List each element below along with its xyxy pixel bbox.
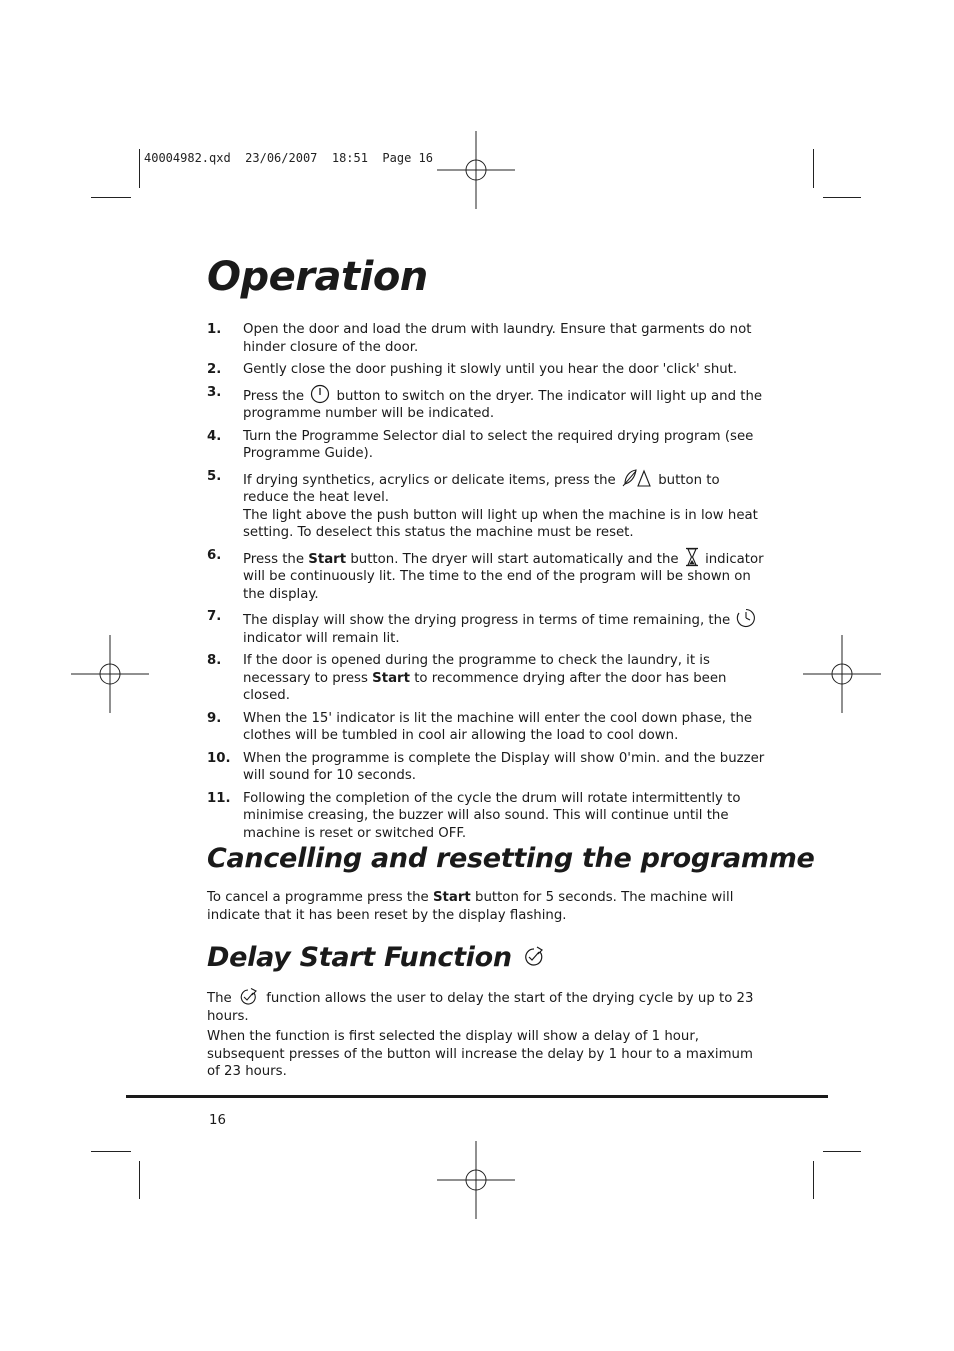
step-number: 11. — [207, 790, 231, 806]
list-item — [207, 361, 767, 379]
crop-mark — [139, 149, 140, 188]
list-item — [207, 608, 767, 647]
delay-heading — [207, 942, 547, 973]
start-label: Start — [308, 551, 347, 567]
registration-mark-icon — [437, 131, 515, 209]
footer-rule — [126, 1095, 828, 1098]
step-text: Press the — [243, 388, 305, 404]
delay-start-icon — [238, 988, 260, 1006]
list-item — [207, 710, 767, 745]
delay-start-icon — [523, 946, 545, 968]
step-text: Turn the Programme Selector dial to select the required drying program (see Programme Guide). — [243, 428, 754, 461]
delay-text: function allows the user to delay the start of the drying cycle by up to 23 hours. — [207, 991, 754, 1024]
delay-heading-text: Delay Start Function — [207, 942, 512, 973]
operation-steps — [207, 321, 767, 847]
registration-mark-icon — [437, 1141, 515, 1219]
step-text: Press the — [243, 551, 305, 567]
step-text: The light above the push button will light up when the machine is in low heat setting. To deselect this status the machine must be reset. — [243, 507, 758, 540]
cancel-text: button for 5 seconds. The machine will indicate that it has been reset by the display flashing. — [207, 890, 734, 923]
step-number: 8. — [207, 653, 222, 668]
crop-mark — [91, 197, 131, 198]
cancel-paragraph — [207, 889, 767, 924]
list-item — [207, 468, 767, 542]
step-number: 1. — [207, 322, 222, 337]
step-number: 2. — [207, 362, 222, 377]
step-number: 7. — [207, 609, 222, 624]
step-text: Open the door and load the drum with laundry. Ensure that garments do not hinder closure of the door. — [243, 322, 752, 355]
registration-mark-icon — [803, 635, 881, 713]
list-item — [207, 750, 767, 785]
low-heat-icon — [622, 468, 652, 488]
crop-mark — [91, 1151, 131, 1152]
step-text: button to switch on the dryer. The indicator will light up and the programme number will be indicated. — [243, 388, 763, 421]
file-slug: 40004982.qxd 23/06/2007 18:51 Page 16 — [144, 151, 433, 165]
crop-mark — [813, 1161, 814, 1199]
step-text: button. The dryer will start automatically and the — [350, 551, 679, 567]
step-text: When the programme is complete the Display will show 0'min. and the buzzer will sound for 10 seconds. — [243, 750, 765, 783]
hourglass-icon — [685, 547, 699, 567]
list-item — [207, 790, 767, 843]
step-text: The display will show the drying progress in terms of time remaining, the — [243, 613, 731, 628]
crop-mark — [823, 1151, 861, 1152]
step-number: 6. — [207, 547, 222, 563]
list-item — [207, 384, 767, 423]
delay-text: The — [207, 991, 232, 1006]
step-number: 4. — [207, 428, 222, 444]
registration-mark-icon — [71, 635, 149, 713]
delay-paragraph-2: When the function is first selected the display will show a delay of 1 hour, subsequent presses of the button will increase the delay by 1 hour to a maximum of 23 hours. — [207, 1029, 753, 1079]
cancel-heading: Cancelling and resetting the programme — [207, 843, 815, 874]
delay-paragraph-1 — [207, 988, 767, 1025]
step-text: When the 15' indicator is lit the machine will enter the cool down phase, the clothes will be tumbled in cool air allowing the load to cool down. — [243, 710, 753, 743]
crop-mark — [823, 197, 861, 198]
list-item — [207, 321, 767, 356]
clock-icon — [736, 608, 756, 628]
step-text: Gently close the door pushing it slowly until you hear the door 'click' shut. — [243, 362, 738, 377]
page-title: Operation — [207, 254, 428, 300]
step-number: 10. — [207, 750, 231, 766]
step-number: 5. — [207, 468, 222, 484]
step-text: Following the completion of the cycle the drum will rotate intermittently to minimise creasing, the buzzer will also sound. This will continue until the machine is reset or switched OFF. — [243, 790, 741, 841]
page-number: 16 — [209, 1113, 226, 1128]
step-number: 9. — [207, 710, 222, 726]
list-item — [207, 428, 767, 463]
step-text: indicator will remain lit. — [243, 630, 400, 646]
start-label: Start — [372, 670, 410, 686]
step-text: If the door is opened during the programme to check the laundry, it is necessary to press — [243, 653, 710, 686]
start-label: Start — [432, 890, 471, 905]
step-text: If drying synthetics, acrylics or delicate items, press the — [243, 472, 616, 488]
step-text: to recommence drying after the door has been closed. — [243, 670, 727, 703]
cancel-text: To cancel a programme press the — [207, 890, 429, 905]
list-item — [207, 547, 767, 604]
step-number: 3. — [207, 384, 222, 400]
step-text: button to reduce the heat level. — [243, 472, 720, 505]
crop-mark — [813, 149, 814, 188]
power-icon — [310, 384, 330, 404]
step-text: indicator will be continuously lit. The time to the end of the program will be shown on the display. — [243, 551, 764, 602]
crop-mark — [139, 1161, 140, 1199]
list-item — [207, 652, 767, 705]
